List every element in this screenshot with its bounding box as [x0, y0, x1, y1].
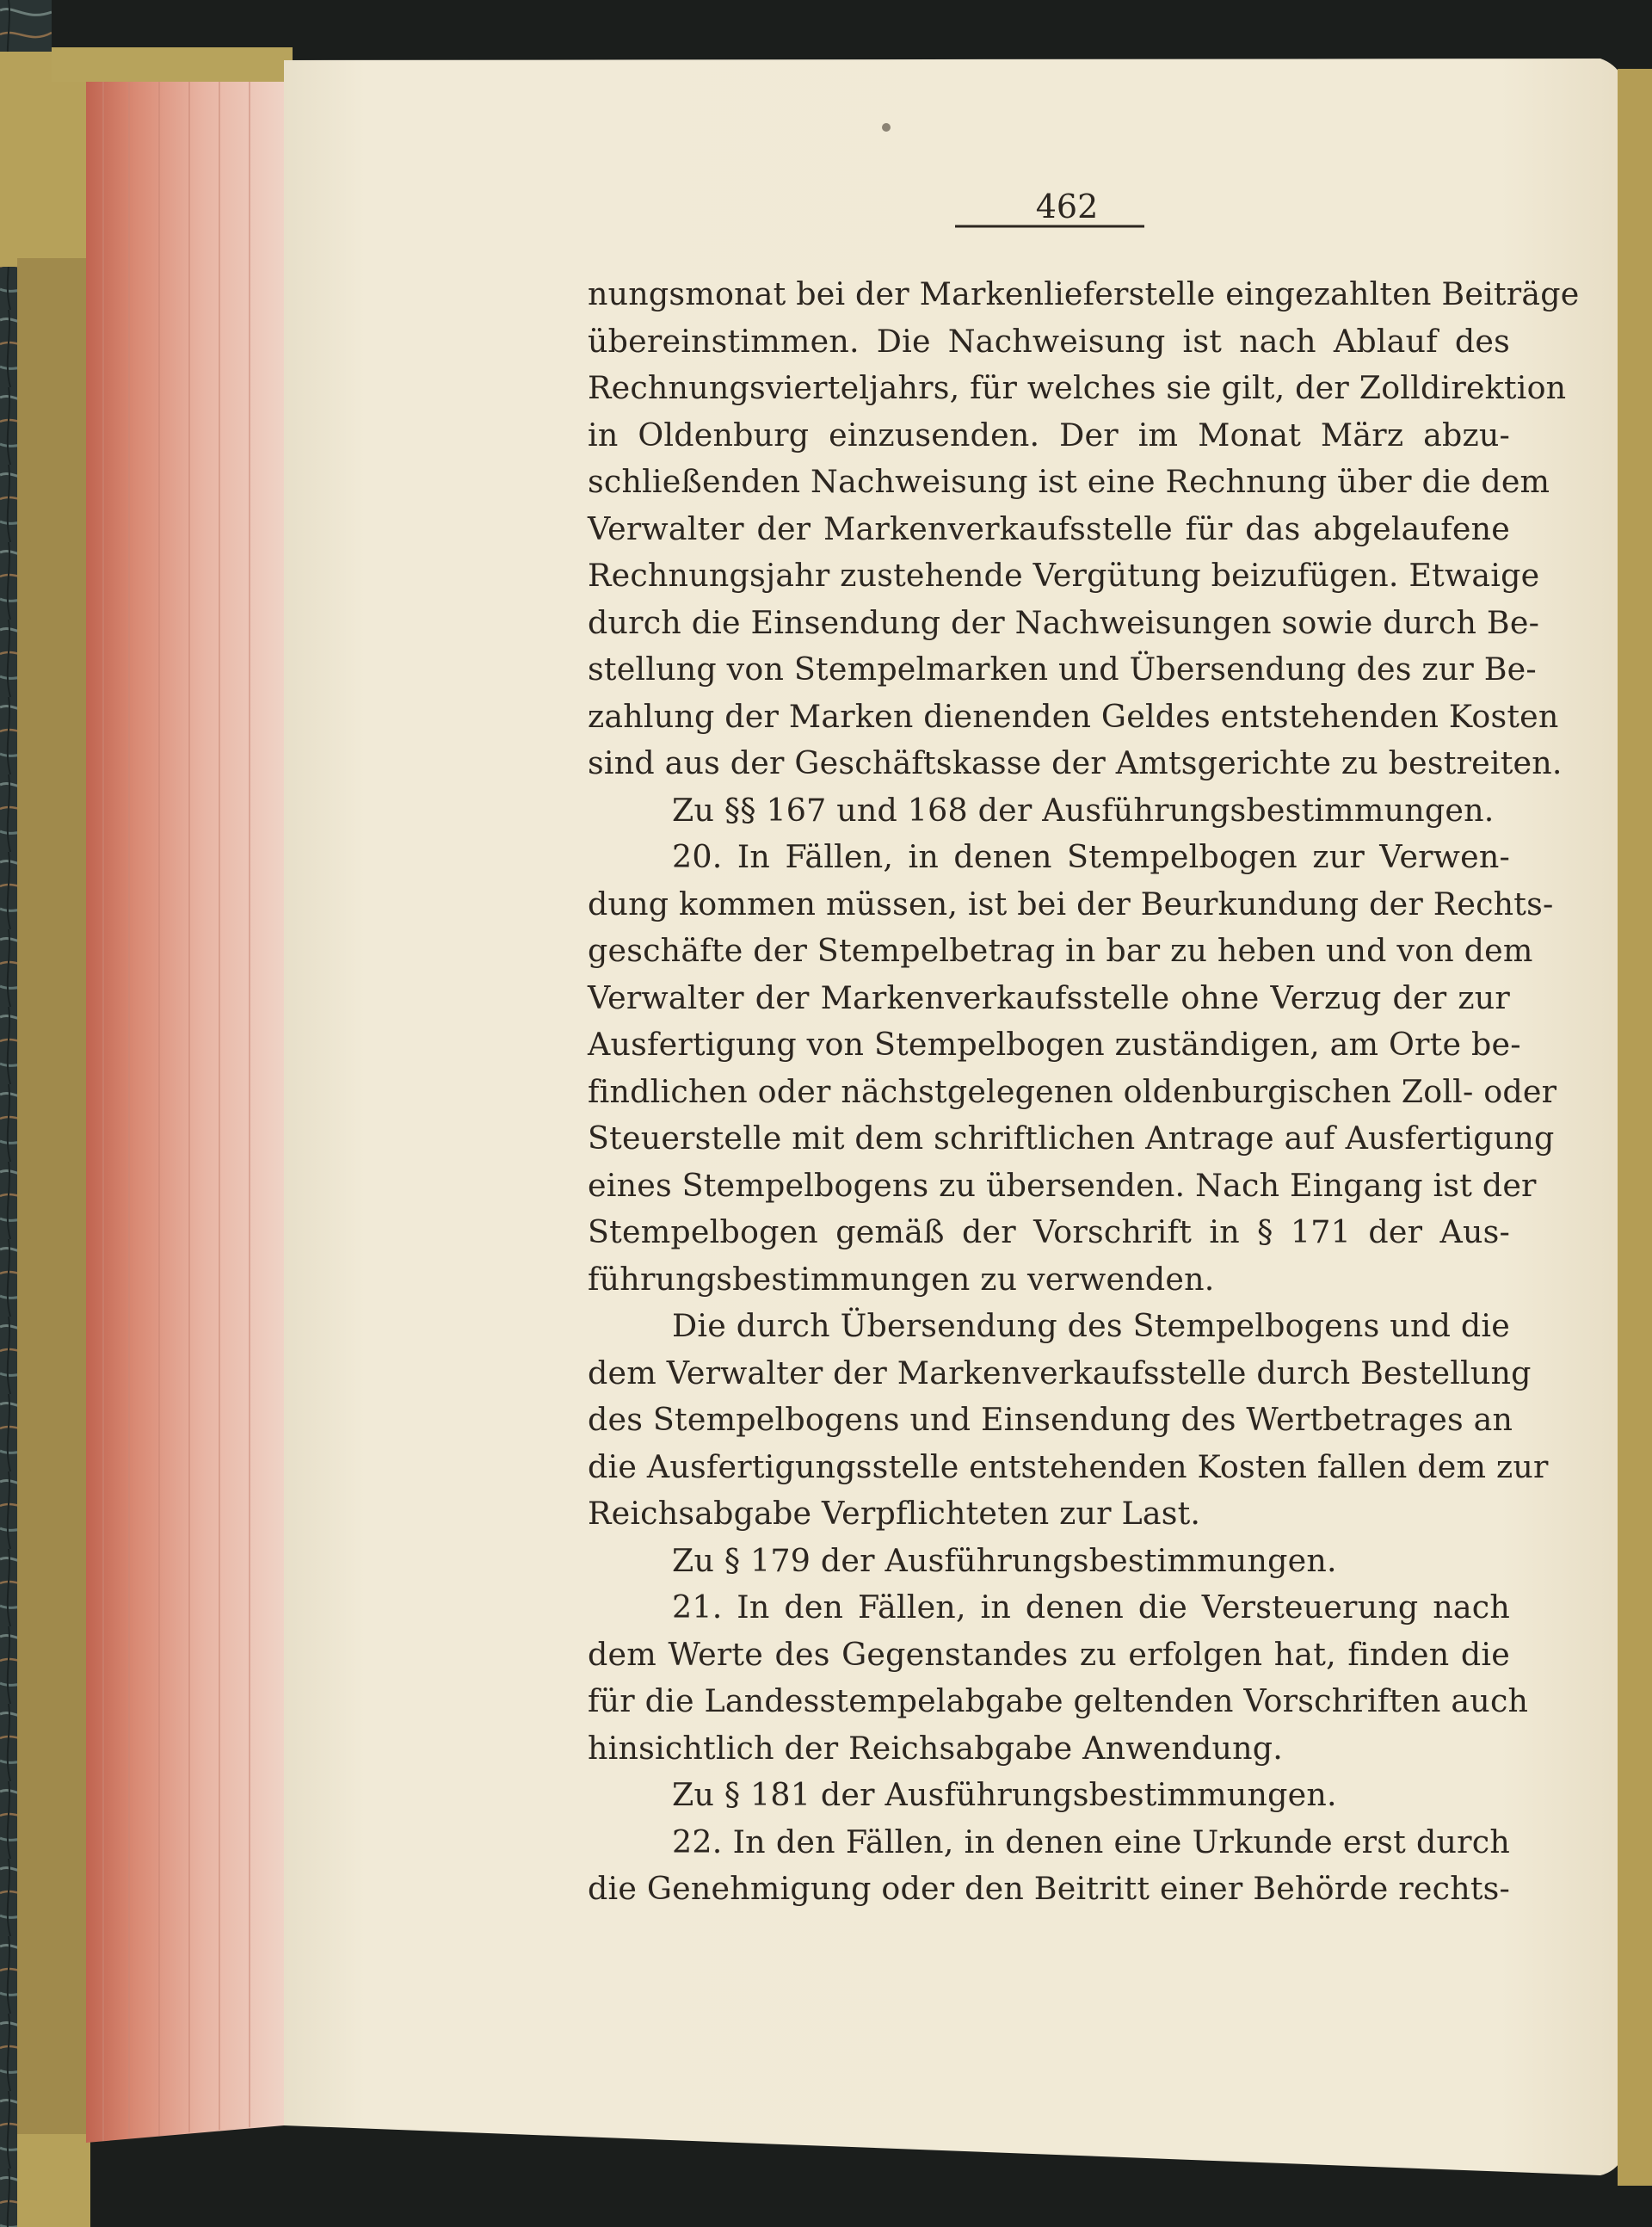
body-text — [588, 271, 1580, 1913]
text-line: 20. In Fällen, in denen Stempelbogen zur Verwen- — [672, 838, 1510, 875]
text-line: führungsbestimmungen zu verwenden. — [588, 1260, 1215, 1298]
text-line: eines Stempelbogens zu übersenden. Nach Eingang ist der — [588, 1166, 1537, 1204]
text-line: schließenden Nachweisung ist eine Rechnung über die dem — [588, 463, 1550, 500]
section-heading: Zu § 181 der Ausführungsbestimmungen. — [672, 1776, 1337, 1813]
text-line: Steuerstelle mit dem schriftlichen Antrage auf Ausfertigung — [588, 1120, 1555, 1157]
text-line: Verwalter der Markenverkaufsstelle ohne Verzug der zur — [588, 978, 1510, 1016]
text-line: für die Landesstempelabgabe geltenden Vorschriften auch — [588, 1682, 1529, 1719]
text-line: Stempelbogen gemäß der Vorschrift in § 171 der Aus- — [588, 1213, 1510, 1250]
text-line: Verwalter der Markenverkaufsstelle für das abgelaufene — [588, 509, 1510, 547]
text-line: übereinstimmen. Die Nachweisung ist nach Ablauf des — [588, 322, 1510, 360]
text-line: dung kommen müssen, ist bei der Beurkundung der Rechts- — [588, 885, 1554, 922]
text-line: dem Werte des Gegenstandes zu erfolgen hat, finden die — [588, 1635, 1510, 1673]
text-line: sind aus der Geschäftskasse der Amtsgerichte zu bestreiten. — [588, 744, 1563, 781]
text-line: hinsichtlich der Reichsabgabe Anwendung. — [588, 1729, 1284, 1767]
text-line: durch die Einsendung der Nachweisungen sowie durch Be- — [588, 603, 1540, 641]
text-line: Reichsabgabe Verpflichteten zur Last. — [588, 1495, 1201, 1532]
text-line: geschäfte der Stempelbetrag in bar zu heben und von dem — [588, 932, 1533, 969]
text-line: nungsmonat bei der Markenlieferstelle eingezahlten Beiträge — [588, 275, 1580, 312]
text-line: 21. In den Fällen, in denen die Versteuerung nach — [672, 1589, 1510, 1626]
text-line: Ausfertigung von Stempelbogen zuständigen, am Orte be- — [588, 1026, 1521, 1063]
text-line: findlichen oder nächstgelegenen oldenburgischen Zoll- oder — [588, 1072, 1557, 1110]
section-heading: Zu §§ 167 und 168 der Ausführungsbestimmungen. — [672, 791, 1495, 829]
text-line: 22. In den Fällen, in denen eine Urkunde erst durch — [672, 1823, 1510, 1860]
text-line: Rechnungsjahr zustehende Vergütung beizufügen. Etwaige — [588, 557, 1540, 594]
text-line: zahlung der Marken dienenden Geldes entstehenden Kosten — [588, 697, 1559, 735]
text-line: in Oldenburg einzusenden. Der im Monat März abzu- — [588, 416, 1510, 453]
text-line: die Genehmigung oder den Beitritt einer Behörde rechts- — [588, 1870, 1511, 1907]
text-line: dem Verwalter der Markenverkaufsstelle durch Bestellung — [588, 1354, 1532, 1391]
page-edges — [86, 60, 284, 2143]
page-number: 462 — [1035, 188, 1099, 225]
text-line: Die durch Übersendung des Stempelbogens und die — [672, 1307, 1510, 1344]
text-line: die Ausfertigungsstelle entstehenden Kosten fallen dem zur — [588, 1447, 1549, 1485]
text-line: Rechnungsvierteljahrs, für welches sie gilt, der Zolldirektion — [588, 369, 1567, 406]
text-line: stellung von Stempelmarken und Übersendung des zur Be- — [588, 651, 1537, 688]
section-heading: Zu § 179 der Ausführungsbestimmungen. — [672, 1541, 1337, 1579]
text-line: des Stempelbogens und Einsendung des Wertbetrages an — [588, 1401, 1513, 1438]
